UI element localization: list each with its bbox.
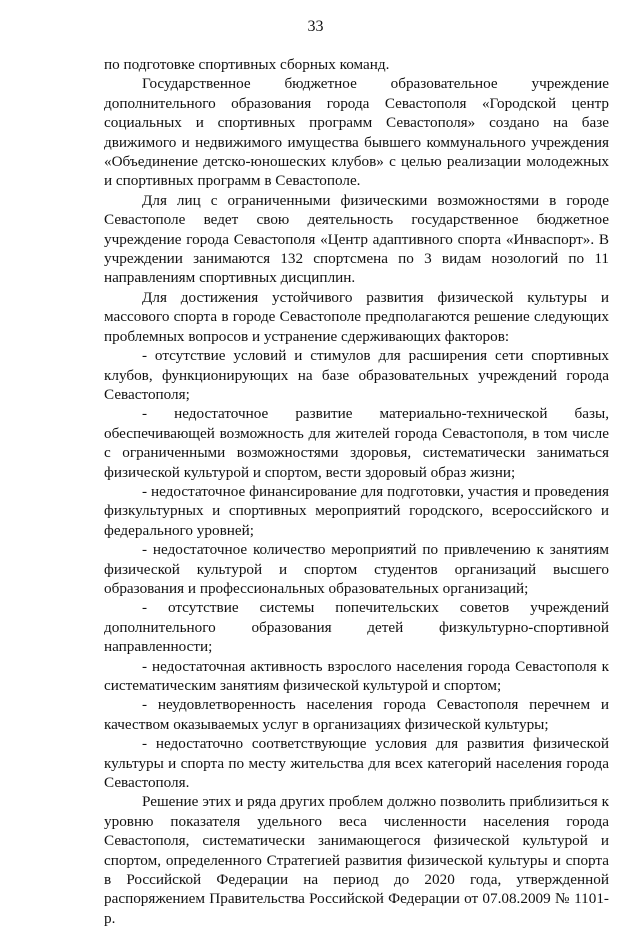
list-item-adult-activity: - недостаточная активность взрослого населения города Севастополя к систематическим занятиям физической культурой и спортом;: [104, 657, 609, 694]
list-item-residence-conditions: - недостаточно соответствующие условия для развития физической культуры и спорта по месту жительства для всех категорий населения города Севастополя.: [104, 735, 609, 792]
paragraph-factors-intro: Для достижения устойчивого развития физической культуры и массового спорта в городе Севастополе предполагаются решение следующих проблемных вопросов и устранение сдерживающих факторов:: [104, 288, 609, 345]
list-item-trustee-councils: - отсутствие системы попечительских советов учреждений дополнительного образования детей физкультурно-спортивной направленности;: [104, 599, 609, 656]
list-item-services: - неудовлетворенность населения города Севастополя перечнем и качеством оказываемых услуг в организациях физической культуры;: [104, 696, 609, 733]
list-item-sport-clubs: - отсутствие условий и стимулов для расширения сети спортивных клубов, функционирующих на базе образовательных учреждений города Севастополя;: [104, 347, 609, 403]
list-item-students: - недостаточное количество мероприятий по привлечению к занятиям физической культурой и спортом студентов организаций высшего образования и профессиональных образовательных организаций;: [104, 541, 609, 597]
paragraph-gcssp: Государственное бюджетное образовательное учреждение дополнительного образования города Севастополя «Городской центр социальных и спортивных программ Севастополя» создано на базе движимого и недвижимого имущества бывшего коммунального учреждения «Объединение детско-юношеских клубов» с целью реализации молодежных и спортивных программ в Севастополе.: [104, 75, 609, 190]
paragraph-conclusion: Решение этих и ряда других проблем должно позволить приблизиться к уровню показателя удельного веса численности населения города Севастополя, систематически занимающегося физической культурой и спортом, определенного Стратегией развития физической культуры и спорта в Российской Федерации на период до 2020 года, утвержденной распоряжением Правительства Российской Федерации от 07.08.2009 № 1101-р.: [104, 793, 609, 927]
paragraph-continuation: по подготовке спортивных сборных команд.: [104, 56, 390, 73]
paragraph-invasport: Для лиц с ограниченными физическими возможностями в городе Севастополе ведет свою деятельность государственное бюджетное учреждение города Севастополя «Центр адаптивного спорта «Инваспорт». В учреждении занимаются 132 спортсмена по 3 видам нозологий по 11 направлениям спортивных дисциплин.: [104, 191, 609, 287]
page-number: 33: [307, 18, 324, 35]
list-item-financing: - недостаточное финансирование для подготовки, участия и проведения физкультурных и спортивных мероприятий городского, всероссийского и федерального уровней;: [104, 482, 609, 539]
document-body: [104, 55, 609, 928]
list-item-material-base: - недостаточное развитие материально-технической базы, обеспечивающей возможность для жителей города Севастополя, в том числе с ограниченными возможностями здоровья, систематически заниматься физической культурой и спортом, вести здоровый образ жизни;: [104, 405, 609, 481]
